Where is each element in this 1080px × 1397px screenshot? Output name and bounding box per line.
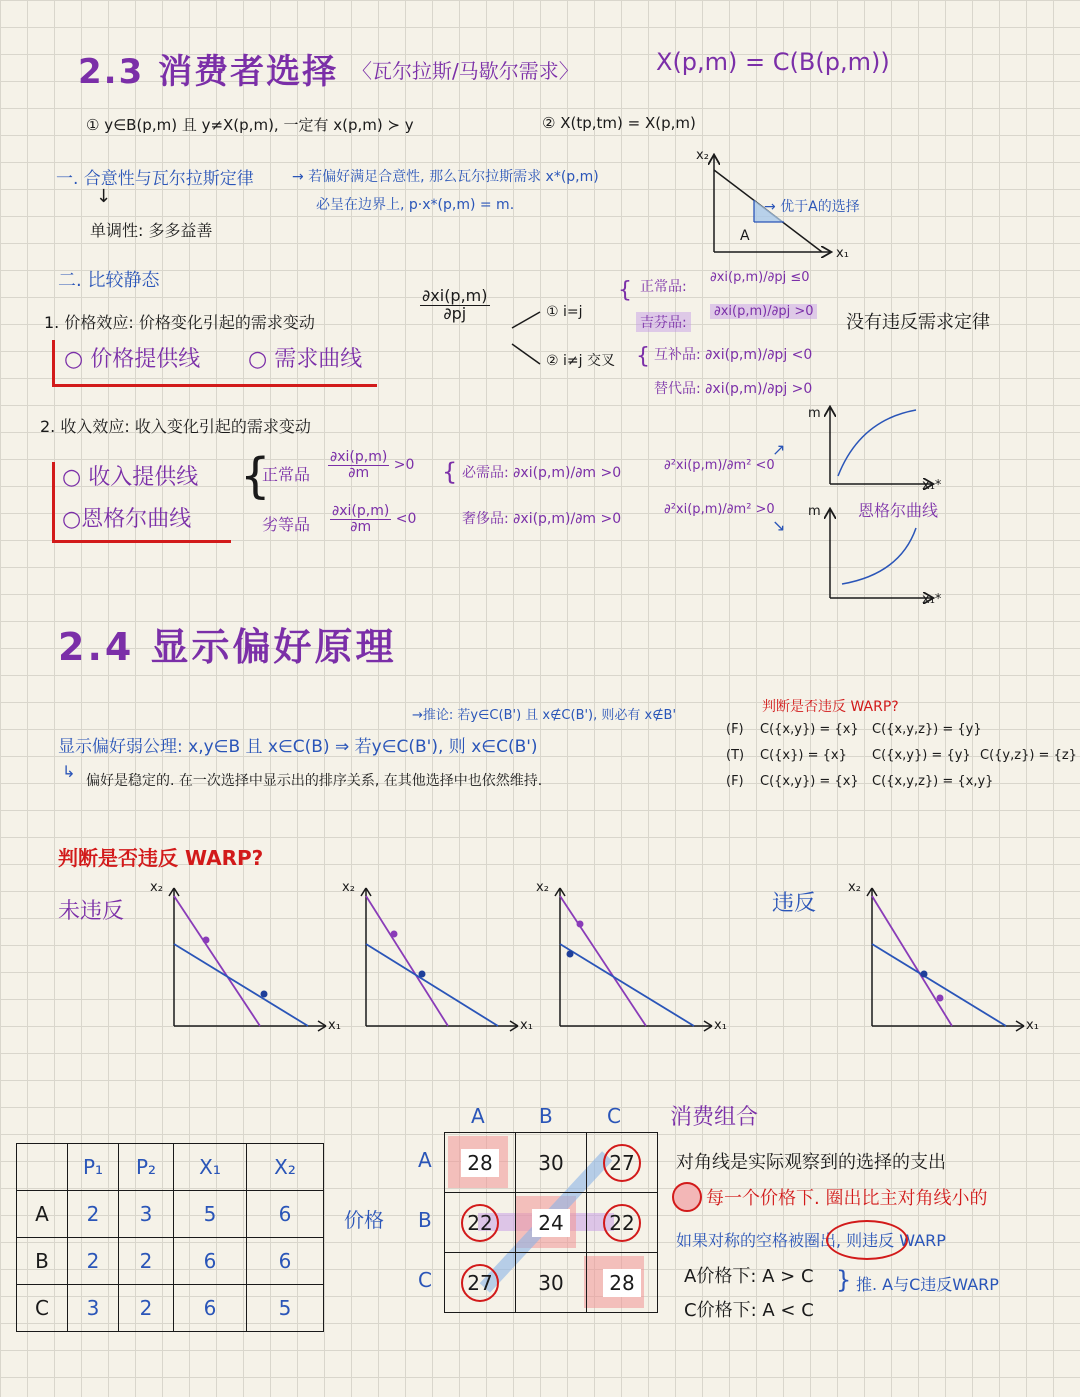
normal-income-frac [328, 450, 414, 480]
budget-line-purple [366, 896, 448, 1026]
graph-axis-x1: x₁ [520, 1018, 533, 1033]
budget-graph-4 [848, 878, 1038, 1038]
budget-graph-1 [150, 878, 340, 1038]
warp-axiom: 显示偏好弱公理: x,y∈B 且 x∈C(B) ⇒ 若y∈C(B'), 则 x∈C(B') [58, 737, 538, 757]
graph-axis-x1: x₁ [328, 1018, 341, 1033]
table-cell: 3 [119, 1191, 174, 1238]
no-violation-note: 没有违反需求定律 [846, 312, 990, 333]
not-violate-label: 未违反 [58, 899, 125, 924]
demand-curve-label: ○ 需求曲线 [248, 347, 363, 372]
matrix-row [445, 1193, 658, 1253]
frac-numerator: ∂xi(p,m) [332, 503, 390, 519]
necessity-second: ∂²xi(p,m)/∂m² <0 [664, 458, 775, 473]
matrix-cell [445, 1253, 516, 1313]
matrix-cell [445, 1133, 516, 1193]
price-effect-label: 1. 价格效应: 价格变化引起的需求变动 [44, 313, 315, 332]
arrow-icon: ↗ [772, 440, 786, 459]
row-label: B [17, 1238, 68, 1285]
property-2: ② X(tp,tm) = X(p,m) [542, 114, 696, 132]
section-title-2-3: 2.3 消费者选择 [78, 52, 339, 92]
luxury-second: ∂²xi(p,m)/∂m² >0 [664, 502, 775, 517]
judge-choice-c: C({y,z}) = {z} [980, 748, 1077, 763]
table-header-row [17, 1144, 324, 1191]
matrix-row [445, 1253, 658, 1313]
matrix-cell [516, 1133, 587, 1193]
normal-good-income: 正常品 [262, 465, 311, 484]
budget-line-blue [872, 944, 1006, 1026]
choice-point-blue [567, 951, 574, 958]
choice-point-blue [419, 971, 426, 978]
matrix-cell [516, 1253, 587, 1313]
matrix-cell-value: 27 [461, 1264, 499, 1302]
section-subtitle: 〈瓦尔拉斯/马歇尔需求〉 [352, 59, 579, 83]
matrix-title: 消费组合 [670, 1105, 759, 1130]
row-label: A [17, 1191, 68, 1238]
branch-lines [510, 310, 550, 370]
price-quantity-table [16, 1143, 324, 1332]
matrix-cell-value: 22 [461, 1204, 499, 1242]
engel-figure-label: 恩格尔曲线 [858, 501, 939, 520]
brace-icon: { [618, 278, 632, 303]
frac-numerator: ∂xi(p,m) [422, 286, 488, 305]
table-row [17, 1238, 324, 1285]
complement-good: 互补品: ∂xi(p,m)/∂pj <0 [654, 347, 813, 363]
budget-line-blue [366, 944, 498, 1026]
matrix-cell-value: 22 [603, 1204, 641, 1242]
table-cell: 6 [174, 1238, 247, 1285]
giffen-good-cond: ∂xi(p,m)/∂pj >0 [710, 304, 817, 319]
circle-icon [672, 1182, 702, 1212]
income-consumption-curve: ○ 收入提供线 [62, 465, 199, 490]
choice-point-purple [577, 921, 584, 928]
fig-axis-x2: x₂ [696, 148, 709, 163]
frac-denominator: ∂pj [443, 303, 467, 323]
violate-label: 违反 [772, 891, 817, 916]
judge-warp-small: 判断是否违反 WARP? [762, 699, 899, 715]
inferior-good: 劣等品 [262, 515, 311, 534]
matrix-row-header: C [418, 1268, 432, 1292]
frac-denominator: ∂m [350, 518, 372, 535]
matrix-cell [587, 1253, 658, 1313]
matrix-col-header: A [471, 1104, 485, 1128]
case-i-equals-j: ① i=j [546, 304, 583, 320]
substitute-good: 替代品: ∂xi(p,m)/∂pj >0 [654, 381, 813, 397]
table-cell: 3 [68, 1285, 119, 1332]
matrix-row-header: B [418, 1208, 432, 1232]
graph-axis-x2: x₂ [342, 880, 355, 895]
budget-graph-3 [536, 878, 726, 1038]
matrix-col-header: B [539, 1104, 553, 1128]
budget-line-purple [872, 896, 952, 1026]
choice-point-purple [937, 995, 944, 1002]
table-cell: 2 [119, 1238, 174, 1285]
warp-explanation: 偏好是稳定的. 在一次选择中显示出的排序关系, 在其他选择中也依然维持. [86, 773, 543, 789]
graph-axis-x2: x₂ [150, 880, 163, 895]
table-cell: 5 [174, 1191, 247, 1238]
down-arrow-icon: ↓ [96, 186, 112, 207]
matrix-conclusion: 推. A与C违反WARP [856, 1275, 999, 1294]
row-label: C [17, 1285, 68, 1332]
engel-axis-x-top: x₁* [922, 478, 942, 493]
price-effect-fraction [420, 288, 490, 323]
judge-truth-value: (F) [726, 722, 744, 737]
note-price-a: A价格下: A > C [684, 1266, 814, 1287]
note-price-c: C价格下: A < C [684, 1300, 814, 1321]
table-cell: X₂ [247, 1144, 324, 1191]
matrix-note-symmetric: 如果对称的空格被圈出, 则违反 WARP [676, 1231, 946, 1250]
engel-axis-m-top: m [808, 406, 821, 421]
normal-good-label: 正常品: [640, 279, 687, 295]
hook-arrow-icon: ↳ [62, 762, 76, 781]
engel-axis-m-bottom: m [808, 504, 821, 519]
arrow-icon: ↘ [772, 516, 786, 535]
choice-point-blue [261, 991, 268, 998]
demand-formula: X(p,m) = C(B(p,m)) [656, 48, 890, 76]
graph-axis-x1: x₁ [1026, 1018, 1039, 1033]
judge-choice-a: C({x}) = {x} [760, 748, 847, 763]
matrix-cell-value: 27 [603, 1144, 641, 1182]
matrix-cell-value: 28 [603, 1269, 640, 1297]
brace-icon: { [636, 344, 650, 369]
budget-line-blue [174, 944, 308, 1026]
walras-result-line1: → 若偏好满足合意性, 那么瓦尔拉斯需求 x*(p,m) [292, 169, 599, 185]
judge-truth-value: (T) [726, 748, 745, 763]
walras-result-line2: 必呈在边界上, p·x*(p,m) = m. [316, 197, 515, 213]
income-effect-label: 2. 收入效应: 收入变化引起的需求变动 [40, 417, 311, 436]
matrix-col-header: C [607, 1104, 621, 1128]
sign: >0 [393, 457, 415, 474]
matrix-row-header: A [418, 1148, 432, 1172]
budget-line-purple [174, 896, 260, 1026]
budget-line-purple [560, 896, 646, 1026]
necessity-good: 必需品: ∂xi(p,m)/∂m >0 [462, 465, 622, 481]
judge-warp-heading: 判断是否违反 WARP? [58, 846, 264, 870]
judge-choice-a: C({x,y}) = {x} [760, 774, 859, 789]
sign: <0 [395, 511, 417, 528]
graph-axis-x1: x₁ [714, 1018, 727, 1033]
engel-curve-label: ○恩格尔曲线 [62, 507, 192, 532]
inferior-income-frac [330, 504, 416, 534]
matrix-cell-value: 30 [538, 1150, 564, 1175]
fig-point-a: A [740, 228, 750, 244]
matrix-cell [516, 1193, 587, 1253]
judge-choice-a: C({x,y}) = {x} [760, 722, 859, 737]
engel-axis-x-bottom: x₁* [922, 592, 942, 607]
frac-denominator: ∂m [348, 464, 370, 481]
graph-axis-x2: x₂ [536, 880, 549, 895]
table-cell: 5 [247, 1285, 324, 1332]
table-cell: 2 [68, 1238, 119, 1285]
table-cell: 6 [247, 1191, 324, 1238]
brace-icon: { [240, 448, 271, 504]
heading-comparative-statics: 二. 比较静态 [58, 270, 160, 291]
matrix-cell-value: 28 [461, 1149, 498, 1177]
table-cell: P₁ [68, 1144, 119, 1191]
property-1: ① y∈B(p,m) 且 y≠X(p,m), 一定有 x(p,m) ≻ y [86, 116, 414, 134]
table-cell: 6 [174, 1285, 247, 1332]
heading-walras-law: 一. 合意性与瓦尔拉斯定律 [56, 169, 254, 189]
judge-choice-b: C({x,y,z}) = {y} [872, 722, 982, 737]
matrix-grid [444, 1132, 658, 1313]
table-cell: X₁ [174, 1144, 247, 1191]
budget-graph-2 [342, 878, 532, 1038]
matrix-cell [587, 1193, 658, 1253]
table-cell: 2 [119, 1285, 174, 1332]
frac-numerator: ∂xi(p,m) [330, 449, 388, 465]
matrix-side-label: 价格 [344, 1208, 384, 1232]
budget-line-blue [560, 944, 694, 1026]
case-i-not-j: ② i≠j 交叉 [546, 353, 615, 369]
normal-good-cond: ∂xi(p,m)/∂pj ≤0 [710, 270, 810, 285]
giffen-good-label: 吉芬品: [636, 312, 691, 332]
table-row [17, 1285, 324, 1332]
warp-corollary: →推论: 若y∈C(B') 且 x∉C(B'), 则必有 x∉B' [412, 708, 677, 723]
fig-axis-x1: x₁ [836, 246, 849, 261]
matrix-cell [587, 1133, 658, 1193]
table-cell: P₂ [119, 1144, 174, 1191]
monotonicity-note: 单调性: 多多益善 [90, 221, 213, 240]
graph-axis-x2: x₂ [848, 880, 861, 895]
table-cell: 2 [68, 1191, 119, 1238]
matrix-note-circle: 每一个价格下. 圈出比主对角线小的 [706, 1188, 988, 1209]
brace-icon: { [442, 458, 458, 486]
judge-truth-value: (F) [726, 774, 744, 789]
price-consumption-curve: ○ 价格提供线 [64, 347, 201, 372]
table-row [17, 1191, 324, 1238]
circled-highlight [826, 1220, 908, 1260]
matrix-note-diagonal: 对角线是实际观察到的选择的支出 [676, 1152, 946, 1173]
matrix-row [445, 1133, 658, 1193]
brace-icon: } [836, 1266, 852, 1294]
fig-better-label: → 优于A的选择 [764, 199, 860, 215]
table-cell: 6 [247, 1238, 324, 1285]
choice-point-blue [921, 971, 928, 978]
luxury-good: 奢侈品: ∂xi(p,m)/∂m >0 [462, 511, 622, 527]
matrix-cell-value: 24 [532, 1209, 569, 1237]
section-title-2-4: 2.4 显示偏好原理 [58, 625, 397, 669]
matrix-cell-value: 30 [538, 1270, 564, 1295]
row-label [17, 1144, 68, 1191]
choice-point-purple [391, 931, 398, 938]
matrix-cell [445, 1193, 516, 1253]
judge-choice-b: C({x,y,z}) = {x,y} [872, 774, 994, 789]
choice-point-purple [203, 937, 210, 944]
judge-choice-b: C({x,y}) = {y} [872, 748, 971, 763]
